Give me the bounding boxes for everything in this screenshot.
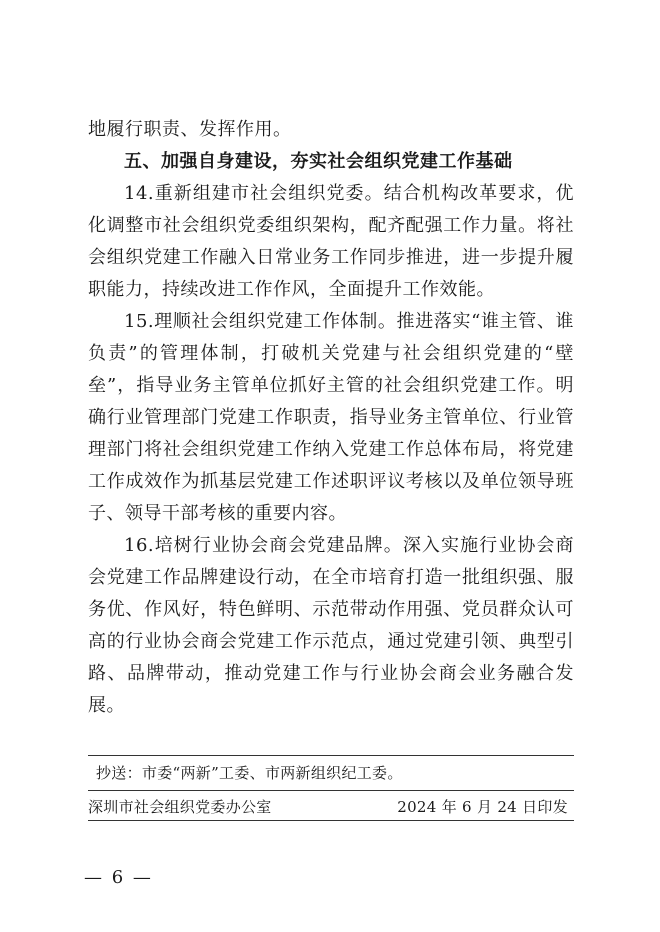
- issue-date: 2024 年 6 月 24 日印发: [397, 798, 568, 816]
- cc-line: 抄送：市委“两新”工委、市两新组织纪工委。: [96, 764, 403, 782]
- paragraph-15: 15.理顺社会组织党建工作体制。推进落实“谁主管、谁负责”的管理体制，打破机关党建与社会组织党建的“壁垒”，指导业务主管单位抓好主管的社会组织党建工作。明确行业管理部门党建工作职责，指导业务主管单位、行业管理部门将社会组织党建工作纳入党建工作总体布局，将党建工作成效作为抓基层党建工作述职评议考核以及单位领导班子、领导干部考核的重要内容。: [88, 311, 574, 524]
- page-number: — 6 —: [84, 867, 153, 888]
- footer-rule-top: [88, 755, 574, 756]
- paragraph-16: 16.培树行业协会商会党建品牌。深入实施行业协会商会党建工作品牌建设行动，在全市培育打造一批组织强、服务优、作风好，特色鲜明、示范带动作用强、党员群众认可高的行业协会商会党建工作示范点，通过党建引领、典型引路、品牌带动，推动党建工作与行业协会商会业务融合发展。: [88, 535, 574, 716]
- paragraph-14: 14.重新组建市社会组织党委。结合机构改革要求，优化调整市社会组织党委组织架构，配齐配强工作力量。将社会组织党建工作融入日常业务工作同步推进，进一步提升履职能力，持续改进工作作风，全面提升工作效能。: [88, 183, 574, 300]
- continuation-paragraph: 地履行职责、发挥作用。: [88, 119, 292, 140]
- issuer-name: 深圳市社会组织党委办公室: [88, 798, 272, 816]
- footer-rule-bottom: [88, 820, 574, 821]
- body-text: [88, 114, 574, 722]
- issuer-line: [88, 796, 568, 818]
- footer-rule-middle: [88, 790, 574, 791]
- section-heading: 五、加强自身建设，夯实社会组织党建工作基础: [124, 151, 513, 172]
